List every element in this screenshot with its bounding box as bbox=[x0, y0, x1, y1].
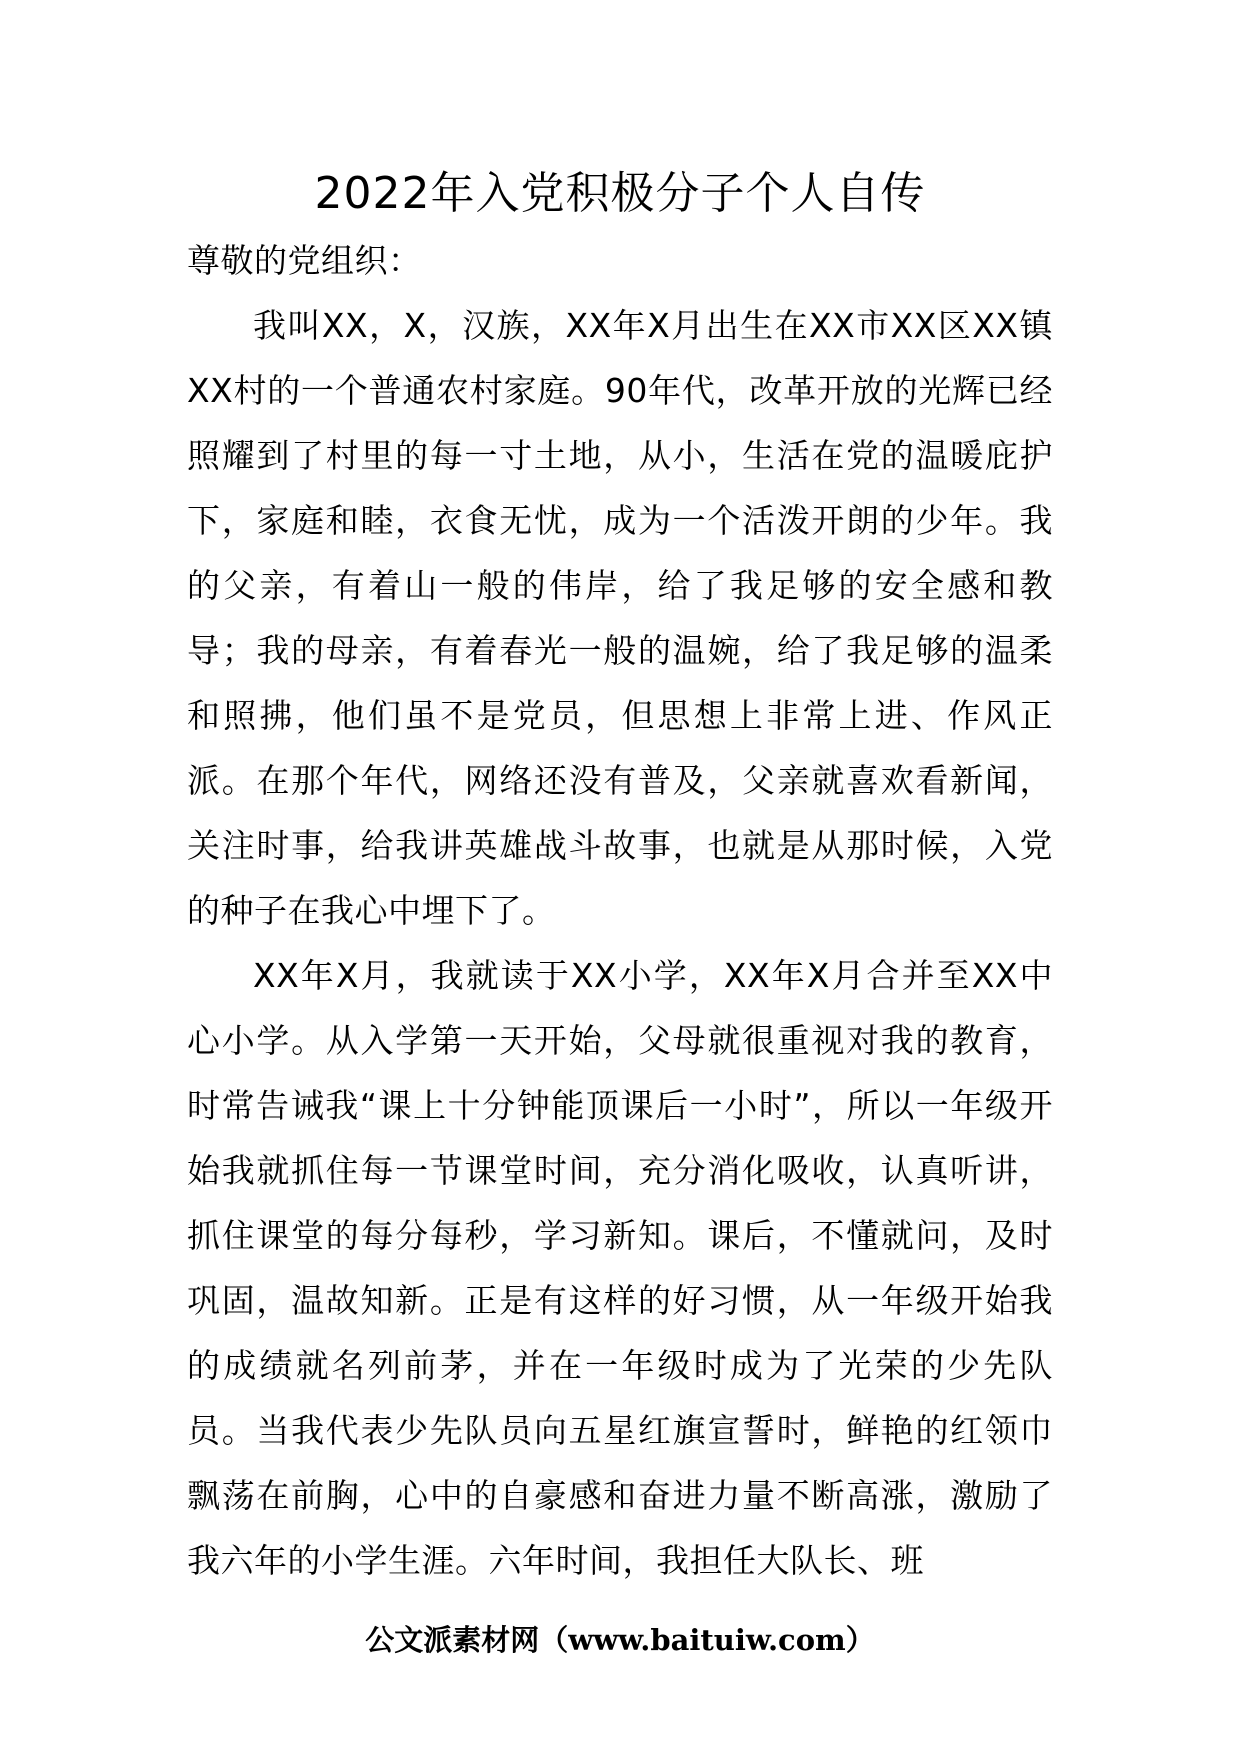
document-body bbox=[187, 228, 1053, 1593]
paragraph-2: XX年X月，我就读于XX小学，XX年X月合并至XX中心小学。从入学第一天开始，父母就很重视对我的教育，时常告诫我“课上十分钟能顶课后一小时”，所以一年级开始我就抓住每一节课堂时间，充分消化吸收，认真听讲，抓住课堂的每分每秒，学习新知。课后，不懂就问，及时巩固，温故知新。正是有这样的好习惯，从一年级开始我的成绩就名列前茅，并在一年级时成为了光荣的少先队员。当我代表少先队员向五星红旗宣誓时，鲜艳的红领巾飘荡在前胸，心中的自豪感和奋进力量不断高涨，激励了我六年的小学生涯。六年时间，我担任大队长、班 bbox=[187, 956, 1053, 1580]
footer-watermark: 公文派素材网（www.baituiw.com） bbox=[365, 1623, 875, 1657]
paragraph-1: 我叫XX，X，汉族，XX年X月出生在XX市XX区XX镇XX村的一个普通农村家庭。90年代，改革开放的光辉已经照耀到了村里的每一寸土地，从小，生活在党的温暖庇护下，家庭和睦，衣食无忧，成为一个活泼开朗的少年。我的父亲，有着山一般的伟岸，给了我足够的安全感和教导；我的母亲，有着春光一般的温婉，给了我足够的温柔和照拂，他们虽不是党员，但思想上非常上进、作风正派。在那个年代，网络还没有普及，父亲就喜欢看新闻，关注时事，给我讲英雄战斗故事，也就是从那时候，入党的种子在我心中埋下了。 bbox=[187, 306, 1053, 930]
document-title: 2022年入党积极分子个人自传 bbox=[314, 168, 926, 219]
salutation: 尊敬的党组织： bbox=[187, 241, 422, 280]
